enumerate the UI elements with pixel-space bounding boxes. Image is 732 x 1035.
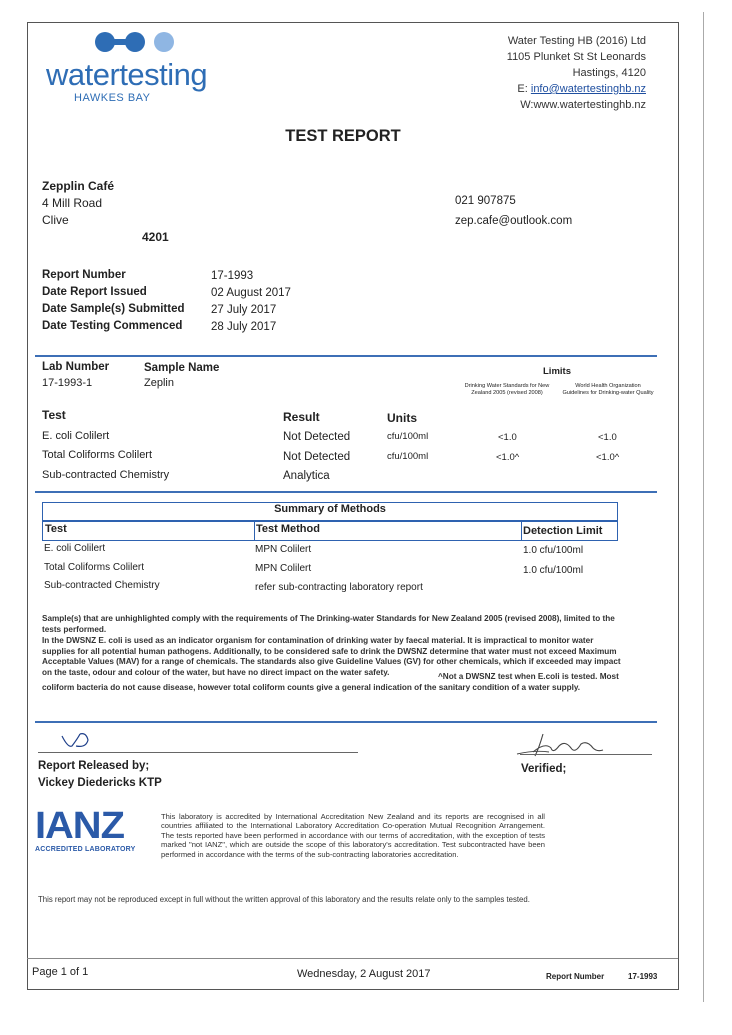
client-phone: 021 907875 xyxy=(455,195,516,207)
divider-results xyxy=(35,491,657,493)
logo-subtitle: HAWKES BAY xyxy=(74,92,151,104)
report-info-value-1: 02 August 2017 xyxy=(211,287,291,299)
result-row-1-nz: <1.0^ xyxy=(496,452,520,463)
water-drops-icon xyxy=(88,28,188,58)
ianz-logo-sub: ACCREDITED LABORATORY xyxy=(35,846,136,853)
lab-number-value: 17-1993-1 xyxy=(42,377,93,389)
result-row-2-result: Analytica xyxy=(283,470,330,482)
notes-para1: Sample(s) that are unhighlighted comply with the requirements of The Drinking-water Standards for New Zealand 2005 (revised 2008), limited to the tests performed. xyxy=(42,614,615,634)
footer-divider xyxy=(27,958,678,959)
footer-page: Page 1 of 1 xyxy=(32,966,89,978)
page-title: TEST REPORT xyxy=(285,127,401,145)
result-row-0-result: Not Detected xyxy=(283,431,351,443)
released-signature-line xyxy=(38,752,358,753)
limit-who-header: World Health Organization Guidelines for Drinking-water Quality xyxy=(562,383,654,396)
reproduction-note: This report may not be reproduced except in full without the written approval of this laboratory and the results relate only to the samples tested. xyxy=(38,895,530,904)
result-row-0-who: <1.0 xyxy=(598,432,617,443)
email-label: E: xyxy=(517,83,528,95)
client-address1: 4 Mill Road xyxy=(42,196,103,210)
released-label: Report Released by; xyxy=(38,760,150,772)
methods-header-test: Test xyxy=(45,523,67,535)
company-email-link[interactable]: info@watertestinghb.nz xyxy=(530,83,646,95)
result-row-1-who: <1.0^ xyxy=(596,452,620,463)
ianz-logo-text: IANZ xyxy=(35,805,124,847)
client-address xyxy=(42,178,114,229)
scan-edge xyxy=(703,12,704,1002)
verified-label: Verified; xyxy=(521,763,567,775)
divider-top xyxy=(35,355,657,357)
methods-title: Summary of Methods xyxy=(274,503,386,515)
client-postcode: 4201 xyxy=(142,230,169,244)
result-row-0-test: E. coli Colilert xyxy=(42,430,110,442)
accreditation-text: This laboratory is accredited by International Accreditation New Zealand and its reports are recognised in all countries affiliated to the International Laboratory Accreditation Co-operation Mutual Recognition Arrangement. The tests reported have been performed in accordance with our terms of accreditation, with the exception of tests marked "not IANZ", which are outside the scope of this laboratory's accreditation. Test subcontracted have been performed in accordance with the terms of the sub-contracting laboratories accreditation. xyxy=(161,812,545,859)
released-signature xyxy=(58,730,118,754)
result-row-2-test: Sub-contracted Chemistry xyxy=(42,469,170,481)
methods-header-limit: Detection Limit xyxy=(523,525,603,537)
company-logo xyxy=(46,28,236,108)
method-row-2-method: refer sub-contracting laboratory report xyxy=(255,582,423,593)
results-header-result: Result xyxy=(283,410,320,424)
client-address2: Clive xyxy=(42,213,69,227)
report-info-label-2: Date Sample(s) Submitted xyxy=(42,303,185,315)
released-name: Vickey Diedericks KTP xyxy=(38,777,162,789)
company-address-line2: Hastings, 4120 xyxy=(572,67,646,79)
logo-word-water: water xyxy=(46,57,120,92)
verified-signature xyxy=(515,728,625,762)
results-header-units: Units xyxy=(387,411,417,425)
report-info-label-3: Date Testing Commenced xyxy=(42,320,183,332)
verified-signature-line xyxy=(520,754,652,755)
footer-date: Wednesday, 2 August 2017 xyxy=(297,968,431,980)
footer-report-number-label: Report Number xyxy=(546,972,605,981)
methods-header-method: Test Method xyxy=(256,523,320,535)
client-name: Zepplin Café xyxy=(42,179,115,193)
company-address-line1: 1105 Plunket St St Leonards xyxy=(506,51,646,63)
result-row-1-test: Total Coliforms Colilert xyxy=(42,449,153,461)
company-website: W:www.watertestinghb.nz xyxy=(520,99,646,111)
result-row-1-units: cfu/100ml xyxy=(387,451,429,462)
method-row-1-test: Total Coliforms Colilert xyxy=(44,562,145,573)
result-row-1-result: Not Detected xyxy=(283,451,351,463)
sample-name-label: Sample Name xyxy=(144,362,220,374)
notes-para2: In the DWSNZ E. coli is used as an indicator organism for contamination of drinking water by faecal material. It is impractical to monitor water supplies for all potential human pathogens. Additionally, to be considered safe to drink the DWSNZ determine that water must not exceed Maximum Acceptable Values (MAV) for a range of chemicals. The standards also give Guideline Values (GV) for other chemicals, which if exceeded may impact on the taste, odour and colour of the water, but have no direct impact on the water safety. xyxy=(42,636,621,677)
sample-name-value: Zeplin xyxy=(144,377,174,389)
company-email-row xyxy=(507,81,646,97)
result-row-0-nz: <1.0 xyxy=(498,432,517,443)
limit-nz-header: Drinking Water Standards for New Zealand 2005 (revised 2008) xyxy=(464,383,550,396)
report-info-label-0: Report Number xyxy=(42,269,126,281)
logo-word-testing: testing xyxy=(119,57,208,92)
report-info-value-3: 28 July 2017 xyxy=(211,321,277,333)
client-email: zep.cafe@outlook.com xyxy=(455,215,573,227)
methods-header-test-box xyxy=(42,521,255,541)
footer-report-number: 17-1993 xyxy=(628,972,658,981)
result-row-0-units: cfu/100ml xyxy=(387,431,429,442)
report-info-value-0: 17-1993 xyxy=(211,270,254,282)
divider-signoff xyxy=(35,721,657,723)
company-address xyxy=(507,33,646,113)
report-info-value-2: 27 July 2017 xyxy=(211,304,277,316)
notes-para2b: ^Not a DWSNZ test when E.coli is tested. Most coliform bacteria do not cause disease, however total coliform counts give a general indication of the sanitary condition of a water supply. xyxy=(42,672,619,692)
ianz-logo xyxy=(35,806,145,856)
logo-wordmark xyxy=(46,58,207,92)
lab-number-label: Lab Number xyxy=(42,361,110,373)
method-row-1-limit: 1.0 cfu/100ml xyxy=(523,565,584,576)
method-row-1-method: MPN Colilert xyxy=(255,563,312,574)
method-row-0-test: E. coli Colilert xyxy=(44,543,106,554)
method-row-0-limit: 1.0 cfu/100ml xyxy=(523,545,584,556)
method-row-2-test: Sub-contracted Chemistry xyxy=(44,580,160,591)
method-row-0-method: MPN Colilert xyxy=(255,544,312,555)
company-name: Water Testing HB (2016) Ltd xyxy=(507,35,646,47)
report-info-label-1: Date Report Issued xyxy=(42,286,147,298)
results-header-test: Test xyxy=(42,408,66,422)
limits-label: Limits xyxy=(543,366,571,377)
